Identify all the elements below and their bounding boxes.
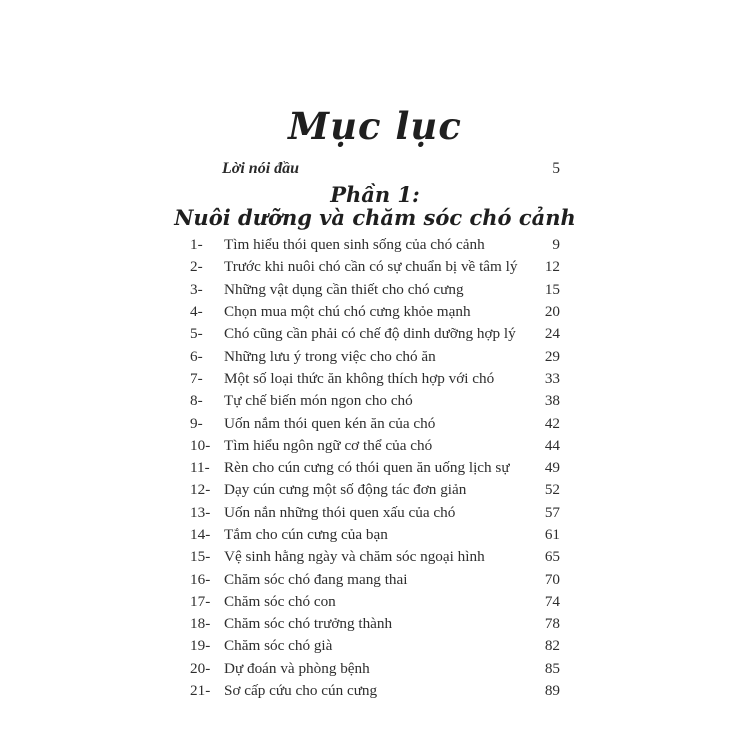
toc-entry — [190, 680, 560, 702]
toc-entry — [190, 390, 560, 412]
toc-entry — [190, 591, 560, 613]
entry-number: 6- — [190, 347, 203, 365]
toc-entry — [190, 568, 560, 590]
entry-title: Trước khi nuôi chó cần có sự chuẩn bị về tâm lý — [224, 258, 518, 276]
toc-entry — [190, 412, 560, 434]
entry-title: Tắm cho cún cưng của bạn — [224, 526, 388, 543]
entry-page-number: 12 — [544, 258, 560, 276]
entry-title: Tìm hiểu thói quen sinh sống của chó cảnh — [224, 236, 485, 254]
entry-page-number: 52 — [544, 481, 560, 499]
toc-entry — [190, 234, 560, 256]
toc-entry — [190, 502, 560, 524]
entry-page-number: 24 — [544, 325, 560, 343]
page-title: Mục lục — [288, 104, 462, 148]
entry-number: 16- — [190, 570, 211, 588]
entry-page-number: 85 — [544, 659, 560, 677]
entry-number: 4- — [190, 303, 203, 321]
entry-title: Tự chế biến món ngon cho chó — [224, 392, 413, 410]
entry-title: Chăm sóc chó trưởng thành — [224, 615, 393, 633]
toc-entries — [190, 234, 560, 702]
entry-number: 3- — [190, 280, 203, 298]
entry-page-number: 29 — [544, 347, 560, 365]
toc-entry — [190, 435, 560, 457]
entry-title: Vệ sinh hằng ngày và chăm sóc ngoại hình — [224, 548, 485, 566]
entry-title: Một số loại thức ăn không thích hợp với chó — [224, 369, 495, 387]
entry-number: 21- — [190, 682, 211, 700]
foreword-label: Lời nói đầu — [222, 160, 300, 177]
foreword-row — [222, 160, 560, 178]
entry-page-number: 44 — [544, 436, 560, 454]
toc-entry — [190, 658, 560, 680]
entry-number: 1- — [190, 236, 203, 254]
entry-title: Sơ cấp cứu cho cún cưng — [224, 682, 378, 700]
toc-entry — [190, 279, 560, 301]
entry-number: 13- — [190, 503, 211, 521]
entry-number: 2- — [190, 258, 203, 276]
entry-title: Chó cũng cần phải có chế độ dinh dưỡng hợp lý — [224, 325, 516, 343]
entry-page-number: 65 — [544, 548, 560, 566]
part-label: Phần 1: — [330, 182, 420, 207]
toc-entry — [190, 635, 560, 657]
entry-number: 19- — [190, 637, 211, 655]
toc-entry — [190, 457, 560, 479]
entry-number: 8- — [190, 392, 203, 410]
entry-number: 11- — [190, 459, 210, 477]
entry-title: Dạy cún cưng một số động tác đơn giản — [224, 481, 467, 499]
entry-number: 10- — [190, 436, 211, 454]
entry-number: 20- — [190, 659, 211, 677]
entry-number: 14- — [190, 526, 211, 543]
entry-page-number: 38 — [544, 392, 560, 410]
entry-page-number: 57 — [544, 503, 560, 521]
entry-number: 15- — [190, 548, 211, 566]
toc-entry — [190, 345, 560, 367]
entry-title: Chăm sóc chó con — [224, 592, 336, 610]
entry-page-number: 33 — [544, 369, 560, 387]
entry-page-number: 49 — [544, 459, 560, 477]
entry-number: 18- — [190, 615, 211, 633]
entry-title: Những lưu ý trong việc cho chó ăn — [224, 347, 436, 365]
entry-title: Chọn mua một chú chó cưng khỏe mạnh — [224, 303, 471, 321]
part-heading — [0, 183, 750, 229]
entry-page-number: 20 — [544, 303, 560, 321]
entry-page-number: 89 — [544, 682, 560, 700]
entry-number: 9- — [190, 414, 203, 432]
entry-number: 12- — [190, 481, 211, 499]
entry-number: 5- — [190, 325, 203, 343]
entry-page-number: 9 — [552, 236, 560, 254]
entry-page-number: 61 — [544, 526, 560, 543]
toc-entry — [190, 613, 560, 635]
toc-entry — [190, 301, 560, 323]
part-subtitle: Nuôi dưỡng và chăm sóc chó cảnh — [174, 205, 576, 230]
entry-page-number: 78 — [544, 615, 560, 633]
entry-title: Những vật dụng cần thiết cho chó cưng — [224, 280, 464, 298]
toc-entry — [190, 323, 560, 345]
toc-entry — [190, 546, 560, 568]
entry-title: Chăm sóc chó già — [224, 637, 333, 655]
toc-entry — [190, 524, 560, 546]
entry-page-number: 42 — [544, 414, 560, 432]
entry-number: 7- — [190, 369, 203, 387]
toc-entry — [190, 368, 560, 390]
entry-title: Rèn cho cún cưng có thói quen ăn uống lịch sự — [224, 459, 510, 477]
entry-page-number: 82 — [544, 637, 560, 655]
entry-title: Uốn nắm thói quen kén ăn của chó — [224, 414, 436, 432]
entry-number: 17- — [190, 592, 211, 610]
entry-title: Tìm hiểu ngôn ngữ cơ thể của chó — [224, 436, 433, 454]
entry-title: Uốn nắn những thói quen xấu của chó — [224, 503, 456, 521]
entry-page-number: 15 — [544, 280, 560, 298]
toc-entry — [190, 256, 560, 278]
entry-page-number: 74 — [544, 592, 560, 610]
entry-title: Dự đoán và phòng bệnh — [224, 659, 370, 677]
entry-title: Chăm sóc chó đang mang thai — [224, 570, 408, 588]
foreword-page-number: 5 — [552, 160, 560, 177]
toc-entry — [190, 479, 560, 501]
entry-page-number: 70 — [544, 570, 560, 588]
